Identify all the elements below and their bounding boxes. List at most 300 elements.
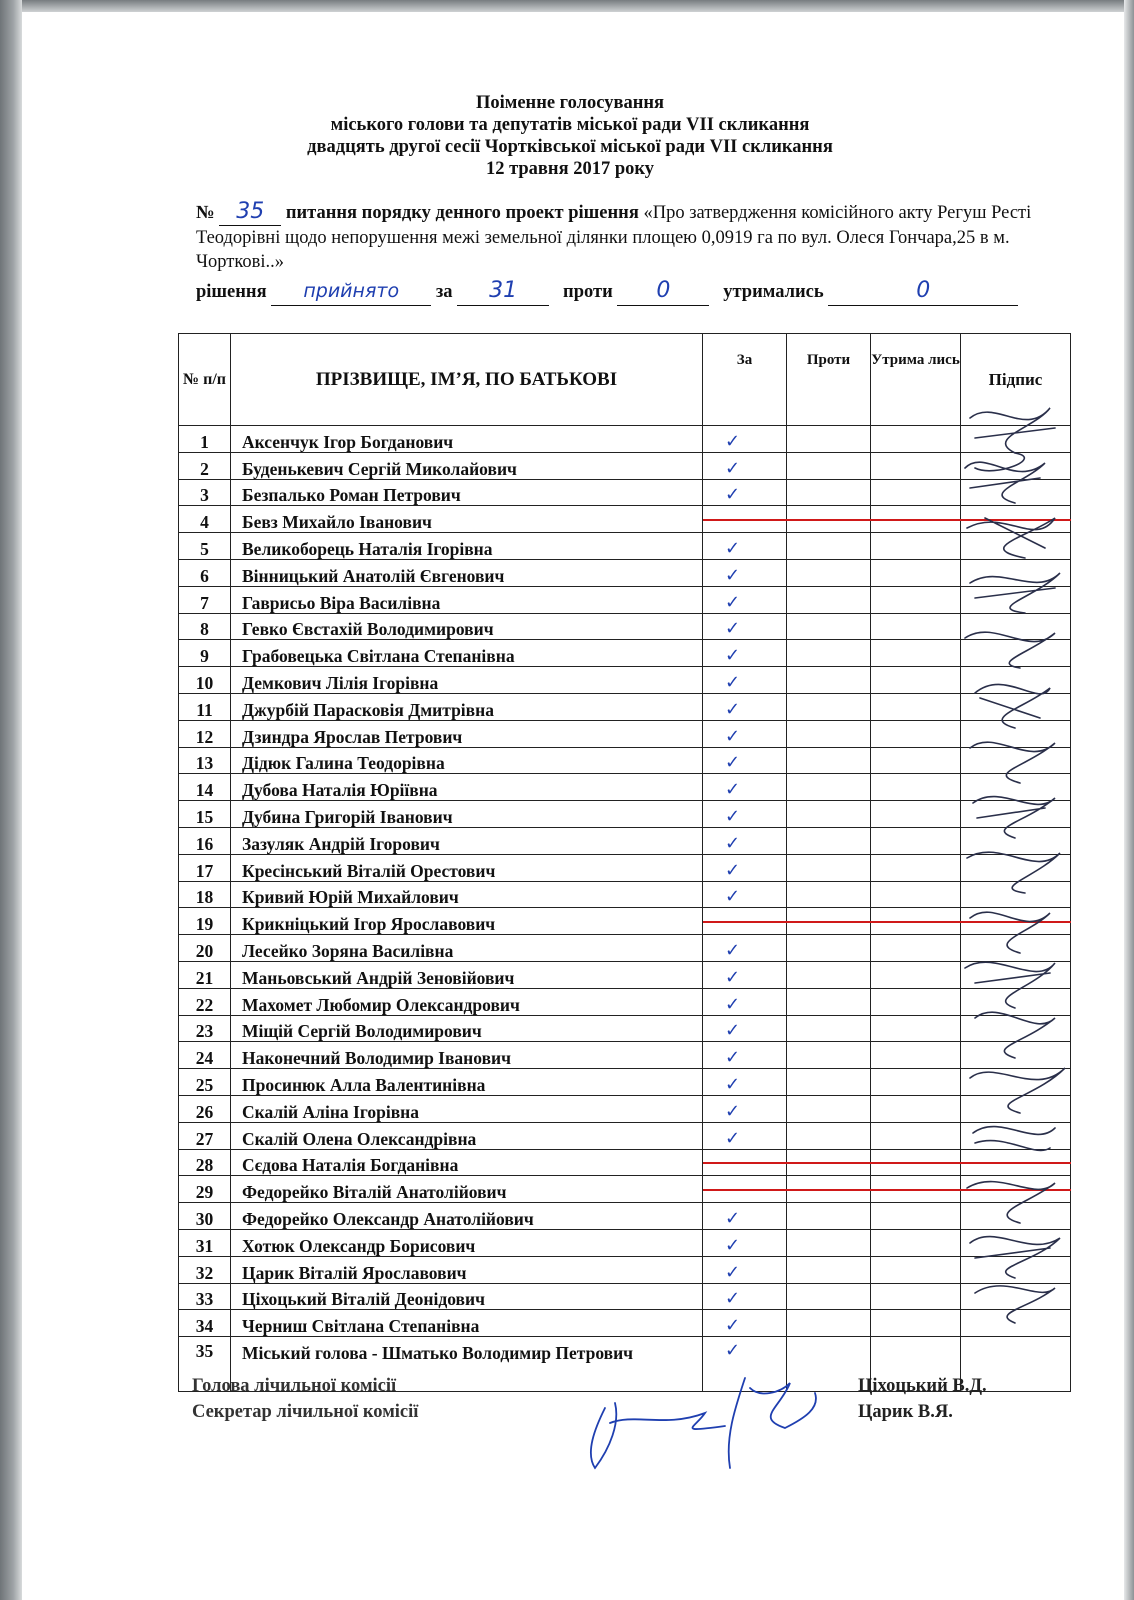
table-row (179, 533, 1071, 560)
vote-proty-cell (787, 827, 871, 854)
deputy-name: Гевко Євстахій Володимирович (231, 613, 703, 640)
row-number: 22 (179, 988, 231, 1015)
table-row (179, 1122, 1071, 1149)
vote-proty-cell (787, 1256, 871, 1283)
secretary-label: Секретар лічильної комісії (192, 1402, 419, 1422)
row-number: 21 (179, 961, 231, 988)
vote-utrym-cell (871, 774, 961, 801)
vote-za-cell: ✓ (703, 961, 787, 988)
signature-cell (961, 1310, 1071, 1337)
deputy-name: Кресінський Віталій Орестович (231, 854, 703, 881)
signature-cell (961, 1122, 1071, 1149)
signature-cell (961, 881, 1071, 908)
absent-strike-line (787, 1189, 871, 1191)
table-row (179, 988, 1071, 1015)
deputy-name: Бевз Михайло Іванович (231, 506, 703, 533)
absent-strike-line (703, 1162, 787, 1164)
absent-strike-line (961, 1189, 1071, 1191)
vote-utrym-cell (871, 640, 961, 667)
row-number: 12 (179, 720, 231, 747)
signature-cell (961, 1069, 1071, 1096)
absent-strike-line (871, 921, 961, 923)
deputy-name: Безпалько Роман Петрович (231, 479, 703, 506)
row-number: 2 (179, 452, 231, 479)
row-number: 13 (179, 747, 231, 774)
signature-cell (961, 988, 1071, 1015)
vote-za-cell (703, 1149, 787, 1176)
vote-za-cell: ✓ (703, 640, 787, 667)
signature-cell (961, 1015, 1071, 1042)
vote-proty-cell (787, 640, 871, 667)
deputy-name: Скалій Олена Олександрівна (231, 1122, 703, 1149)
deputy-name: Махомет Любомир Олександрович (231, 988, 703, 1015)
vote-proty-cell (787, 1310, 871, 1337)
vote-utrym-cell (871, 854, 961, 881)
signature-cell (961, 452, 1071, 479)
deputy-name: Дубина Григорій Іванович (231, 801, 703, 828)
vote-proty-cell (787, 1176, 871, 1203)
row-number: 3 (179, 479, 231, 506)
agenda-number-blank (219, 200, 281, 226)
agenda-item (196, 200, 1081, 274)
vote-proty-cell (787, 1283, 871, 1310)
vote-za-cell: ✓ (703, 1122, 787, 1149)
vote-za-cell: ✓ (703, 479, 787, 506)
signature-cell (961, 827, 1071, 854)
deputy-name: Зазуляк Андрій Ігорович (231, 827, 703, 854)
vote-za-cell: ✓ (703, 854, 787, 881)
vote-za-cell: ✓ (703, 452, 787, 479)
vote-utrym-cell (871, 1176, 961, 1203)
vote-utrym-cell (871, 586, 961, 613)
vote-za-cell: ✓ (703, 426, 787, 453)
vote-utrym-cell (871, 935, 961, 962)
absent-strike-line (961, 921, 1071, 923)
signature-cell (961, 1203, 1071, 1230)
absent-strike-line (787, 519, 871, 521)
deputy-name: Крикніцький Ігор Ярославович (231, 908, 703, 935)
vote-za-cell: ✓ (703, 1283, 787, 1310)
table-row (179, 747, 1071, 774)
vote-za-cell: ✓ (703, 801, 787, 828)
vote-za-cell: ✓ (703, 1095, 787, 1122)
vote-za-cell: ✓ (703, 720, 787, 747)
signature-cell (961, 640, 1071, 667)
chair-label: Голова лічильної комісії (192, 1376, 397, 1396)
footer-labels (192, 1373, 418, 1425)
deputy-name: Царик Віталій Ярославович (231, 1256, 703, 1283)
table-row (179, 1015, 1071, 1042)
row-number: 9 (179, 640, 231, 667)
absent-strike-line (871, 1189, 961, 1191)
deputy-name: Буденькевич Сергій Миколайович (231, 452, 703, 479)
vote-za-cell: ✓ (703, 693, 787, 720)
vote-proty-cell (787, 961, 871, 988)
deputy-name: Дубова Наталія Юріївна (231, 774, 703, 801)
vote-za-cell: ✓ (703, 1229, 787, 1256)
deputy-name: Великоборець Наталія Ігорівна (231, 533, 703, 560)
signature-cell (961, 1042, 1071, 1069)
header-proty: Проти (787, 334, 871, 426)
table-row (179, 1095, 1071, 1122)
utrym-label: утримались (723, 282, 824, 302)
vote-za-cell: ✓ (703, 881, 787, 908)
table-row (179, 1283, 1071, 1310)
signature-cell (961, 1283, 1071, 1310)
row-number: 6 (179, 559, 231, 586)
vote-utrym-cell (871, 1015, 961, 1042)
proty-blank (617, 278, 709, 306)
signature-cell (961, 613, 1071, 640)
signature-cell (961, 693, 1071, 720)
row-number: 20 (179, 935, 231, 962)
vote-za-cell: ✓ (703, 935, 787, 962)
decision-label: рішення (196, 282, 267, 302)
table-row (179, 506, 1071, 533)
row-number: 14 (179, 774, 231, 801)
row-number: 19 (179, 908, 231, 935)
vote-utrym-cell (871, 1149, 961, 1176)
vote-proty-cell (787, 747, 871, 774)
signature-cell (961, 426, 1071, 453)
table-row (179, 774, 1071, 801)
row-number: 17 (179, 854, 231, 881)
vote-proty-cell (787, 935, 871, 962)
document-header (150, 92, 990, 180)
header-utrym: Утрима лись (871, 334, 961, 426)
vote-utrym-cell (871, 1203, 961, 1230)
signature-cell (961, 479, 1071, 506)
vote-za-cell (703, 1176, 787, 1203)
signature-cell (961, 908, 1071, 935)
row-number: 8 (179, 613, 231, 640)
vote-utrym-cell (871, 1310, 961, 1337)
table-row (179, 801, 1071, 828)
header-pidpys: Підпис (961, 334, 1071, 426)
agenda-text: «Про затвердження комісійного акту Регуш Ресті Теодорівні щодо непорушення межі земельної ділянки площею 0,0919 га по вул. Олеся Гончара,25 в м. Чорткові..» (196, 203, 1032, 272)
vote-za-cell: ✓ (703, 1042, 787, 1069)
table-row (179, 613, 1071, 640)
row-number: 25 (179, 1069, 231, 1096)
vote-utrym-cell (871, 1069, 961, 1096)
vote-za-cell: ✓ (703, 1015, 787, 1042)
header-title: Поіменне голосування (475, 93, 665, 113)
vote-za-cell: ✓ (703, 559, 787, 586)
signature-cell (961, 961, 1071, 988)
table-row (179, 693, 1071, 720)
row-number: 27 (179, 1122, 231, 1149)
decision-result-blank (271, 278, 431, 306)
deputy-name: Наконечний Володимир Іванович (231, 1042, 703, 1069)
deputy-name: Просинюк Алла Валентинівна (231, 1069, 703, 1096)
za-label: за (435, 282, 453, 302)
header-za: За (703, 334, 787, 426)
proty-label: проти (563, 282, 613, 302)
table-row (179, 586, 1071, 613)
vote-proty-cell (787, 1069, 871, 1096)
deputy-name: Гаврисьо Віра Василівна (231, 586, 703, 613)
header-session: двадцять другої сесії Чортківської міської ради VII скликання (307, 137, 833, 157)
table-row (179, 935, 1071, 962)
header-name: ПРІЗВИЩЕ, ІМ’Я, ПО БАТЬКОВІ (231, 334, 703, 426)
table-row (179, 908, 1071, 935)
absent-strike-line (703, 519, 787, 521)
vote-proty-cell (787, 613, 871, 640)
deputy-name: Дідюк Галина Теодорівна (231, 747, 703, 774)
row-number: 15 (179, 801, 231, 828)
table-row (179, 1310, 1071, 1337)
row-number: 29 (179, 1176, 231, 1203)
vote-za-cell (703, 506, 787, 533)
row-number: 18 (179, 881, 231, 908)
deputy-name: Сєдова Наталія Богданівна (231, 1149, 703, 1176)
deputy-name: Міщій Сергій Володимирович (231, 1015, 703, 1042)
deputy-name: Лесейко Зоряна Василівна (231, 935, 703, 962)
vote-za-cell: ✓ (703, 827, 787, 854)
row-number: 30 (179, 1203, 231, 1230)
signature-cell (961, 935, 1071, 962)
table-row (179, 1042, 1071, 1069)
signature-cell (961, 559, 1071, 586)
deputy-name: Федорейко Олександр Анатолійович (231, 1203, 703, 1230)
table-row (179, 1229, 1071, 1256)
table-row (179, 667, 1071, 694)
vote-utrym-cell (871, 613, 961, 640)
deputy-name: Кривий Юрій Михайлович (231, 881, 703, 908)
vote-proty-cell (787, 988, 871, 1015)
signature-cell (961, 1256, 1071, 1283)
table-row (179, 1176, 1071, 1203)
row-number: 4 (179, 506, 231, 533)
vote-utrym-cell (871, 1229, 961, 1256)
deputy-name: Федорейко Віталій Анатолійович (231, 1176, 703, 1203)
table-row (179, 559, 1071, 586)
vote-proty-cell (787, 693, 871, 720)
vote-proty-cell (787, 908, 871, 935)
vote-utrym-cell (871, 693, 961, 720)
decision-line (196, 278, 1096, 306)
deputy-name: Джурбій Парасковія Дмитрівна (231, 693, 703, 720)
vote-za-cell: ✓ (703, 1337, 787, 1392)
vote-proty-cell (787, 452, 871, 479)
vote-utrym-cell (871, 881, 961, 908)
signature-cell (961, 801, 1071, 828)
signature-cell (961, 533, 1071, 560)
row-number: 35 (179, 1337, 231, 1392)
row-number: 24 (179, 1042, 231, 1069)
vote-utrym-cell (871, 1122, 961, 1149)
vote-utrym-cell (871, 452, 961, 479)
absent-strike-line (961, 1162, 1071, 1164)
table-header-row (179, 334, 1071, 426)
table-row (179, 961, 1071, 988)
vote-utrym-cell (871, 908, 961, 935)
deputy-name: Міський голова - Шматько Володимир Петрович (231, 1337, 703, 1392)
table-row (179, 720, 1071, 747)
agenda-number-prefix: № (196, 203, 215, 223)
agenda-number-handwritten: 35 (236, 199, 265, 224)
table-row (179, 1203, 1071, 1230)
vote-proty-cell (787, 774, 871, 801)
vote-za-cell: ✓ (703, 747, 787, 774)
table-row (179, 854, 1071, 881)
vote-proty-cell (787, 479, 871, 506)
scan-edge-top (0, 0, 1134, 12)
absent-strike-line (703, 921, 787, 923)
commission-signatures (575, 1368, 845, 1478)
secretary-name: Царик В.Я. (858, 1402, 953, 1422)
table-row (179, 479, 1071, 506)
header-num: № п/п (179, 334, 231, 426)
za-count-handwritten: 31 (489, 278, 518, 303)
vote-utrym-cell (871, 1095, 961, 1122)
signature-cell (961, 747, 1071, 774)
signature-cell (961, 586, 1071, 613)
utrym-count-handwritten: 0 (916, 278, 931, 303)
vote-utrym-cell (871, 426, 961, 453)
vote-za-cell: ✓ (703, 667, 787, 694)
vote-za-cell: ✓ (703, 1203, 787, 1230)
row-number: 11 (179, 693, 231, 720)
row-number: 32 (179, 1256, 231, 1283)
deputy-name: Черниш Світлана Степанівна (231, 1310, 703, 1337)
scan-edge-right (1124, 0, 1134, 1600)
vote-utrym-cell (871, 667, 961, 694)
deputy-name: Дзиндра Ярослав Петрович (231, 720, 703, 747)
row-number: 33 (179, 1283, 231, 1310)
absent-strike-line (871, 1162, 961, 1164)
vote-utrym-cell (871, 1283, 961, 1310)
vote-proty-cell (787, 1095, 871, 1122)
table-row (179, 1256, 1071, 1283)
proty-count-handwritten: 0 (656, 278, 671, 303)
vote-utrym-cell (871, 747, 961, 774)
scan-edge-left (0, 0, 22, 1600)
vote-utrym-cell (871, 1042, 961, 1069)
chair-name: Ціхоцький В.Д. (858, 1376, 987, 1396)
row-number: 10 (179, 667, 231, 694)
signature-cell (961, 1176, 1071, 1203)
vote-za-cell (703, 908, 787, 935)
row-number: 1 (179, 426, 231, 453)
absent-strike-line (703, 1189, 787, 1191)
absent-strike-line (787, 921, 871, 923)
signature-cell (961, 1095, 1071, 1122)
vote-proty-cell (787, 1122, 871, 1149)
signature-cell (961, 854, 1071, 881)
vote-proty-cell (787, 667, 871, 694)
vote-za-cell: ✓ (703, 1069, 787, 1096)
table-row (179, 1069, 1071, 1096)
deputy-name: Маньовський Андрій Зеновійович (231, 961, 703, 988)
table-row (179, 1149, 1071, 1176)
absent-strike-line (961, 519, 1071, 521)
header-subtitle: міського голови та депутатів міської ради VII скликання (330, 115, 810, 135)
vote-proty-cell (787, 854, 871, 881)
table-row (179, 452, 1071, 479)
vote-proty-cell (787, 881, 871, 908)
vote-proty-cell (787, 1203, 871, 1230)
deputy-name: Хотюк Олександр Борисович (231, 1229, 703, 1256)
vote-utrym-cell (871, 506, 961, 533)
vote-utrym-cell (871, 827, 961, 854)
decision-result-handwritten: прийнято (303, 280, 400, 302)
vote-proty-cell (787, 1229, 871, 1256)
signature-cell (961, 720, 1071, 747)
signature-cell (961, 774, 1071, 801)
vote-proty-cell (787, 426, 871, 453)
deputy-name: Грабовецька Світлана Степанівна (231, 640, 703, 667)
vote-proty-cell (787, 533, 871, 560)
deputy-name: Вінницький Анатолій Євгенович (231, 559, 703, 586)
absent-strike-line (871, 519, 961, 521)
header-date: 12 травня 2017 року (485, 159, 655, 179)
vote-za-cell: ✓ (703, 1256, 787, 1283)
vote-utrym-cell (871, 801, 961, 828)
vote-proty-cell (787, 1149, 871, 1176)
signature-cell (961, 1229, 1071, 1256)
vote-za-cell: ✓ (703, 613, 787, 640)
za-blank (457, 278, 549, 306)
vote-utrym-cell (871, 720, 961, 747)
vote-proty-cell (787, 1042, 871, 1069)
utrym-blank (828, 278, 1018, 306)
vote-za-cell: ✓ (703, 586, 787, 613)
footer-names (858, 1373, 987, 1425)
vote-utrym-cell (871, 533, 961, 560)
vote-za-cell: ✓ (703, 1310, 787, 1337)
row-number: 31 (179, 1229, 231, 1256)
vote-utrym-cell (871, 961, 961, 988)
absent-strike-line (787, 1162, 871, 1164)
signature-cell (961, 667, 1071, 694)
table-row (179, 827, 1071, 854)
signature-cell (961, 1149, 1071, 1176)
vote-utrym-cell (871, 479, 961, 506)
deputy-name: Демкович Лілія Ігорівна (231, 667, 703, 694)
table-row (179, 426, 1071, 453)
table-row (179, 881, 1071, 908)
vote-za-cell: ✓ (703, 533, 787, 560)
vote-utrym-cell (871, 559, 961, 586)
vote-proty-cell (787, 801, 871, 828)
signature-cell (961, 506, 1071, 533)
voting-table (178, 333, 1071, 1392)
row-number: 16 (179, 827, 231, 854)
row-number: 23 (179, 1015, 231, 1042)
row-number: 28 (179, 1149, 231, 1176)
vote-proty-cell (787, 559, 871, 586)
vote-proty-cell (787, 506, 871, 533)
vote-za-cell: ✓ (703, 988, 787, 1015)
vote-proty-cell (787, 720, 871, 747)
row-number: 26 (179, 1095, 231, 1122)
deputy-name: Ціхоцький Віталій Деонідович (231, 1283, 703, 1310)
vote-proty-cell (787, 586, 871, 613)
row-number: 5 (179, 533, 231, 560)
vote-za-cell: ✓ (703, 774, 787, 801)
vote-proty-cell (787, 1015, 871, 1042)
row-number: 7 (179, 586, 231, 613)
row-number: 34 (179, 1310, 231, 1337)
agenda-label: питання порядку денного проект рішення (285, 203, 639, 223)
table-body (179, 426, 1071, 1392)
deputy-name: Скалій Аліна Ігорівна (231, 1095, 703, 1122)
table-row (179, 640, 1071, 667)
vote-utrym-cell (871, 1256, 961, 1283)
vote-utrym-cell (871, 988, 961, 1015)
deputy-name: Аксенчук Ігор Богданович (231, 426, 703, 453)
